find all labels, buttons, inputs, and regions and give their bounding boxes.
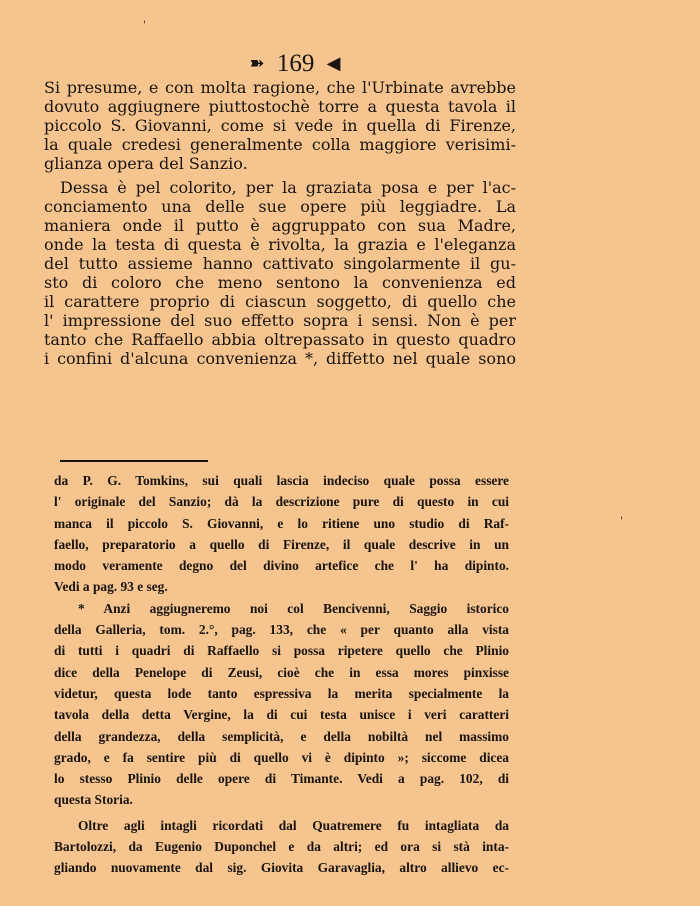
main-line: tanto che Raffaello abbia oltrepassato in questo quadro xyxy=(44,330,516,349)
note-line: Oltre agli intagli ricordati dal Quatremere fu intagliata da xyxy=(78,817,509,833)
note-line: Bartolozzi, da Eugenio Duponchel e da altri; ed ora si stà inta- xyxy=(54,839,509,855)
note-line: modo veramente degno del divino artefice che l' ha dipinto. xyxy=(54,558,509,574)
main-line: dovuto aggiugnere piuttostochè torre a questa tavola il xyxy=(44,97,516,116)
note-line: della grandezza, della semplicità, e della nobiltà nel massimo xyxy=(54,728,509,744)
note-line: faello, preparatorio a quello di Firenze, il quale descrive in un xyxy=(54,536,509,552)
note-line: questa Storia. xyxy=(54,792,133,808)
footnote-divider xyxy=(60,460,208,462)
note-line: di tutti i quadri di Raffaello si possa ripetere quello che Plinio xyxy=(54,643,509,659)
paper-speck: ' xyxy=(620,516,623,527)
main-line: i confini d'alcuna convenienza *, diffetto nel quale sono xyxy=(44,349,516,368)
main-line: la quale credesi generalmente colla maggiore verisimi- xyxy=(44,135,516,154)
main-line: piccolo S. Giovanni, come si vede in quella di Firenze, xyxy=(44,116,516,135)
main-line: conciamento una delle sue opere più leggiadre. La xyxy=(44,197,516,216)
note-line: grado, e fa sentire più di quello vi è dipinto »; siccome dicea xyxy=(54,749,509,765)
note-line: della Galleria, tom. 2.°, pag. 133, che « per quanto alla vista xyxy=(54,622,509,638)
main-line: Dessa è pel colorito, per la graziata posa e per l'ac- xyxy=(60,178,516,197)
page-header xyxy=(0,48,590,79)
note-line: l' originale del Sanzio; dà la descrizione pure di questo in cui xyxy=(54,494,509,510)
paper-speck: ' xyxy=(143,20,146,31)
note-line: manca il piccolo S. Giovanni, e lo ritiene uno studio di Raf- xyxy=(54,515,509,531)
main-line: sto di coloro che meno sentono la convenienza ed xyxy=(44,273,516,292)
footnotes xyxy=(54,470,509,879)
main-line: maniera onde il putto è aggruppato con sua Madre, xyxy=(44,216,516,235)
main-line: l' impressione del suo effetto sopra i sensi. Non è per xyxy=(44,311,516,330)
note-line: lo stesso Plinio delle opere di Timante. Vedi a pag. 102, di xyxy=(54,771,509,787)
left-ornament-icon: ➽ xyxy=(249,53,265,73)
main-line: glianza opera del Sanzio. xyxy=(44,154,248,173)
note-line: gliando nuovamente dal sig. Giovita Garavaglia, altro allievo ec- xyxy=(54,860,509,876)
note-line: tavola della detta Vergine, la di cui testa unisce i veri caratteri xyxy=(54,707,509,723)
page-number: 169 xyxy=(276,50,315,77)
main-line: onde la testa di questa è rivolta, la grazia e l'eleganza xyxy=(44,235,516,254)
main-line: del tutto assieme hanno cattivato singolarmente il gu- xyxy=(44,254,516,273)
main-line: Si presume, e con molta ragione, che l'Urbinate avrebbe xyxy=(44,78,516,97)
note-line: Vedi a pag. 93 e seg. xyxy=(54,579,168,595)
main-text xyxy=(44,78,516,368)
right-ornament-icon: ◀ xyxy=(326,53,341,73)
note-line: da P. G. Tomkins, sui quali lascia indeciso quale possa essere xyxy=(54,473,509,488)
note-line: dice della Penelope di Zeusi, cioè che in essa mores pinxisse xyxy=(54,664,509,680)
note-line: videtur, questa lode tanto espressiva la merita specialmente la xyxy=(54,685,509,701)
main-line: il carattere propriо di ciascun soggetto, di quello che xyxy=(44,292,516,311)
note-line: * Anzi aggiugneremo noi col Bencivenni, Saggio istorico xyxy=(78,600,509,616)
